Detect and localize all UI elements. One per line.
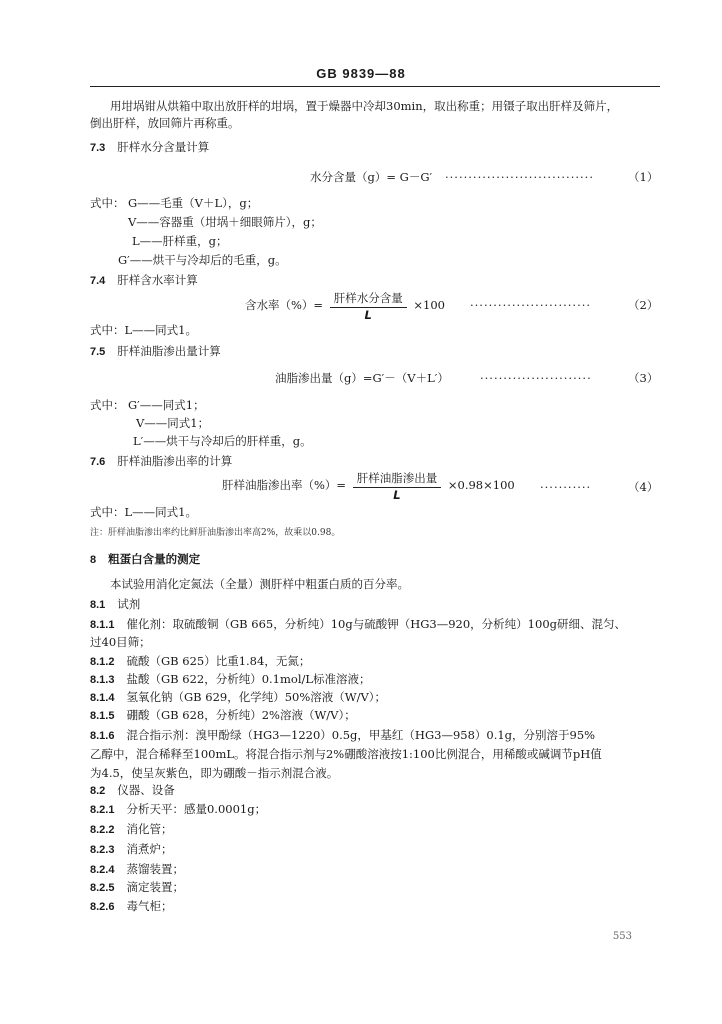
item-text: 催化剂：取硫酸铜（GB 665，分析纯）10g与硫酸钾（HG3—920，分析纯）100g研细、混匀、 xyxy=(126,617,626,631)
leader-dots: ·························· xyxy=(470,298,592,312)
leader-dots: ··········· xyxy=(540,480,592,494)
section-8-2-heading xyxy=(90,782,175,800)
leader-dots: ························ xyxy=(480,371,592,385)
formula-3: 油脂渗出量（g）=G′－（V＋L′） xyxy=(275,371,449,385)
list-item xyxy=(90,689,386,707)
section-7-4-heading xyxy=(90,272,198,290)
item-text: 毒气柜； xyxy=(126,899,173,913)
fraction xyxy=(330,290,407,322)
list-item xyxy=(90,821,172,839)
list-item xyxy=(90,746,602,763)
section-number: 8.1 xyxy=(90,599,106,611)
where-label: 式中： xyxy=(90,398,125,412)
section-title: 肝样含水率计算 xyxy=(117,273,198,287)
variable-definition: G′——烘干与冷却后的毛重，g。 xyxy=(118,253,287,267)
formula-2 xyxy=(245,290,445,322)
section-7-6-heading xyxy=(90,453,232,471)
fraction-numerator: 肝样水分含量 xyxy=(330,290,407,308)
equation-number-1: （1） xyxy=(628,170,659,184)
list-item xyxy=(90,765,338,782)
page-header-code: GB 9839—88 xyxy=(316,66,406,81)
section-title: 肝样水分含量计算 xyxy=(117,140,210,154)
section-number: 8 xyxy=(90,554,97,566)
page-number: 553 xyxy=(612,931,632,942)
item-number: 8.1.4 xyxy=(90,692,115,704)
variable-definition: V——同式1； xyxy=(136,416,210,430)
header-rule xyxy=(90,86,660,87)
item-number: 8.2.4 xyxy=(90,864,115,876)
variable-definition: V——容器重（坩埚＋细眼筛片），g； xyxy=(128,215,322,229)
section-title: 粗蛋白含量的测定 xyxy=(108,552,201,566)
list-item xyxy=(90,634,151,651)
item-text: 硼酸（GB 628，分析纯）2%溶液（W/V）； xyxy=(126,708,356,722)
item-number: 8.2.6 xyxy=(90,901,115,913)
item-number: 8.2.2 xyxy=(90,824,115,836)
item-number: 8.2.1 xyxy=(90,804,115,816)
item-text: 氢氧化钠（GB 629，化学纯）50%溶液（W/V）； xyxy=(126,690,387,704)
section-7-3-heading xyxy=(90,139,209,157)
item-number: 8.2.5 xyxy=(90,882,115,894)
item-number: 8.1.1 xyxy=(90,619,115,631)
item-text: 过40目筛； xyxy=(90,635,151,649)
item-text: 消化管； xyxy=(126,822,173,836)
item-text: 为4.5，使呈灰紫色，即为硼酸－指示剂混合液。 xyxy=(90,766,339,780)
list-item xyxy=(90,616,626,634)
formula-1: 水分含量（g）= G－G′ xyxy=(310,170,433,184)
list-item xyxy=(90,879,184,897)
intro-line-1: 用坩埚钳从烘箱中取出放肝样的坩埚，置于燥器中冷却30min，取出称重；用镊子取出肝样及筛片， xyxy=(110,99,619,113)
fraction-denominator: L xyxy=(364,308,372,322)
variable-definition: G′——同式1； xyxy=(128,398,205,412)
equation-number-2: （2） xyxy=(628,298,659,312)
intro-line-2: 倒出肝样，放回筛片再称重。 xyxy=(90,116,240,130)
note: 注：肝样油脂渗出率约比鲜肝油脂渗出率高2%，故乘以0.98。 xyxy=(90,528,341,538)
list-item xyxy=(90,898,172,916)
fraction-denominator: L xyxy=(393,488,401,502)
section-title: 试剂 xyxy=(117,597,141,611)
variable-definition: L′——烘干与冷却后的肝样重，g。 xyxy=(133,434,312,448)
formula-tail: ×100 xyxy=(413,298,445,312)
section-8-intro: 本试验用消化定氮法（全量）测肝样中粗蛋白质的百分率。 xyxy=(110,577,409,591)
where-line: 式中：L——同式1。 xyxy=(90,505,197,519)
section-title: 肝样油脂渗出量计算 xyxy=(117,344,221,358)
item-text: 分析天平：感量0.0001g； xyxy=(126,802,267,816)
item-text: 硫酸（GB 625）比重1.84，无氮； xyxy=(126,654,311,668)
section-number: 7.3 xyxy=(90,142,106,154)
item-number: 8.2.3 xyxy=(90,844,115,856)
fraction xyxy=(353,470,442,502)
variable-definition: G——毛重（V＋L），g； xyxy=(128,196,259,210)
list-item xyxy=(90,841,172,859)
item-number: 8.1.6 xyxy=(90,730,115,742)
list-item xyxy=(90,861,184,879)
item-text: 混合指示剂：溴甲酚绿（HG3—1220）0.5g，甲基红（HG3—958）0.1g，分别溶于95% xyxy=(126,728,596,742)
item-text: 滴定装置； xyxy=(126,880,184,894)
section-title: 肝样油脂渗出率的计算 xyxy=(117,454,233,468)
item-number: 8.1.3 xyxy=(90,674,115,686)
formula-4 xyxy=(222,470,515,502)
list-item xyxy=(90,671,371,689)
section-8-heading xyxy=(90,551,200,569)
section-number: 7.6 xyxy=(90,456,106,468)
where-label: 式中： xyxy=(90,196,125,210)
section-7-5-heading xyxy=(90,343,221,361)
item-text: 乙醇中，混合稀释至100mL。将混合指示剂与2%硼酸溶液按1:100比例混合，用稀酸或碱调节pH值 xyxy=(90,747,602,761)
equation-number-3: （3） xyxy=(628,371,659,385)
item-number: 8.1.2 xyxy=(90,656,115,668)
item-text: 蒸馏装置； xyxy=(126,862,184,876)
item-text: 盐酸（GB 622，分析纯）0.1mol/L标准溶液； xyxy=(126,672,371,686)
item-text: 消煮炉； xyxy=(126,842,173,856)
leader-dots: ································ xyxy=(445,170,594,184)
list-item xyxy=(90,653,310,671)
equation-number-4: （4） xyxy=(628,480,659,494)
section-number: 7.5 xyxy=(90,346,106,358)
section-number: 8.2 xyxy=(90,785,106,797)
formula-lhs: 含水率（%）= xyxy=(245,298,324,312)
list-item xyxy=(90,801,266,819)
where-line: 式中：L——同式1。 xyxy=(90,323,197,337)
section-title: 仪器、设备 xyxy=(117,783,175,797)
section-number: 7.4 xyxy=(90,275,106,287)
formula-lhs: 肝样油脂渗出率（%）= xyxy=(222,478,347,492)
section-8-1-heading xyxy=(90,596,140,614)
variable-definition: L——肝样重，g； xyxy=(132,234,228,248)
formula-tail: ×0.98×100 xyxy=(447,478,515,492)
list-item xyxy=(90,727,595,745)
fraction-numerator: 肝样油脂渗出量 xyxy=(353,470,442,488)
list-item xyxy=(90,707,356,725)
item-number: 8.1.5 xyxy=(90,710,115,722)
